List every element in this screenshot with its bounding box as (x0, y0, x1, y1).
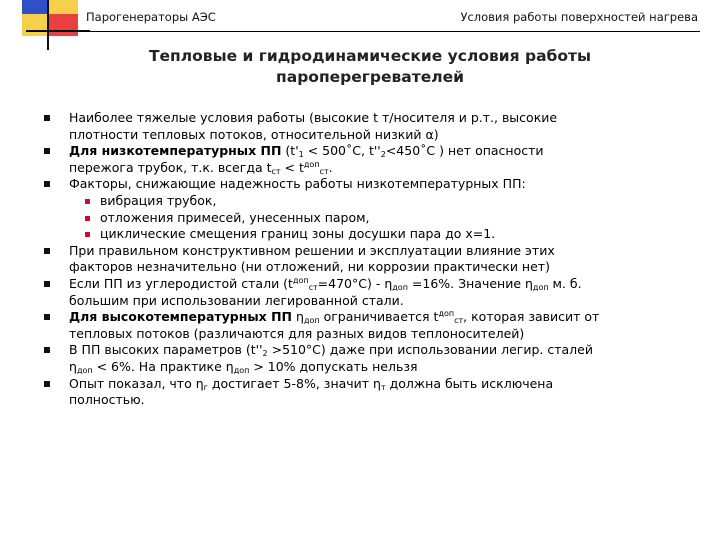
slide-title-line2: пароперегревателей (276, 68, 464, 86)
bullet-icon (44, 281, 50, 287)
list-item: Для высокотемпературных ПП $\eta_{доп}$ ограничивается $t^{доп}_{ст}$, которая зависит от тепловых потоков (различаются для разных видов теплоносителей) (0, 309, 720, 342)
list-item: Опыт показал, что $\eta_г$ достигает 5-8%, значит $\eta_т$ должна быть исключена полностью. (0, 376, 720, 409)
header-topic-label: Условия работы поверхностей нагрева (460, 10, 698, 24)
presentation-logo-icon (0, 0, 90, 50)
sub-bullet-icon (85, 232, 90, 237)
slide-title (80, 46, 660, 88)
bullet-icon (44, 148, 50, 154)
list-item: Если ПП из углеродистой стали $(t^{доп}_{ст}=470^\circ С) - \eta_{доп} =16\%$. Значение $\eta_{доп}$ м. б. большим при использовании легированной стали. (0, 276, 720, 309)
sub-list-item: циклические смещения границ зоны досушки пара до x=1. (0, 226, 720, 243)
bullet-icon (44, 381, 50, 387)
sub-bullet-icon (85, 199, 90, 204)
list-item: Для низкотемпературных ПП ($t'_1$ < 500˚С, $t''_2<450˚С$ ) нет опасности пережога трубок, т.к. всегда $t_{ст} < t^{доп}_{ст}$. (0, 143, 720, 176)
bullet-icon (44, 248, 50, 254)
bullet-icon (44, 115, 50, 121)
list-item: Факторы, снижающие надежность работы низкотемпературных ПП: (0, 176, 720, 193)
slide-title-line1: Тепловые и гидродинамические условия работы (148, 47, 592, 65)
sub-list-item: вибрация трубок, (0, 193, 720, 210)
sub-list-item: отложения примесей, унесенных паром, (0, 210, 720, 227)
list-item: При правильном конструктивном решении и эксплуатации влияние этих факторов незначительно (ни отложений, ни коррозии практически нет) (0, 243, 720, 276)
slide-body (0, 110, 720, 409)
bullet-icon (44, 181, 50, 187)
header-section-label: Парогенераторы АЭС (86, 10, 216, 24)
list-item: Наиболее тяжелые условия работы (высокие t т/носителя и р.т., высокие плотности тепловых потоков, относительной низкий α) (0, 110, 720, 143)
sub-bullet-icon (85, 216, 90, 221)
list-item: В ПП высоких параметров $(t''_2 >510^\circ С)$ даже при использовании легир. сталей $\eta_{доп} < 6\%$. На практике $\eta_{доп} > 10\%$ допускать нельзя (0, 342, 720, 375)
bullet-icon (44, 347, 50, 353)
header-divider (26, 31, 700, 32)
bullet-icon (44, 314, 50, 320)
